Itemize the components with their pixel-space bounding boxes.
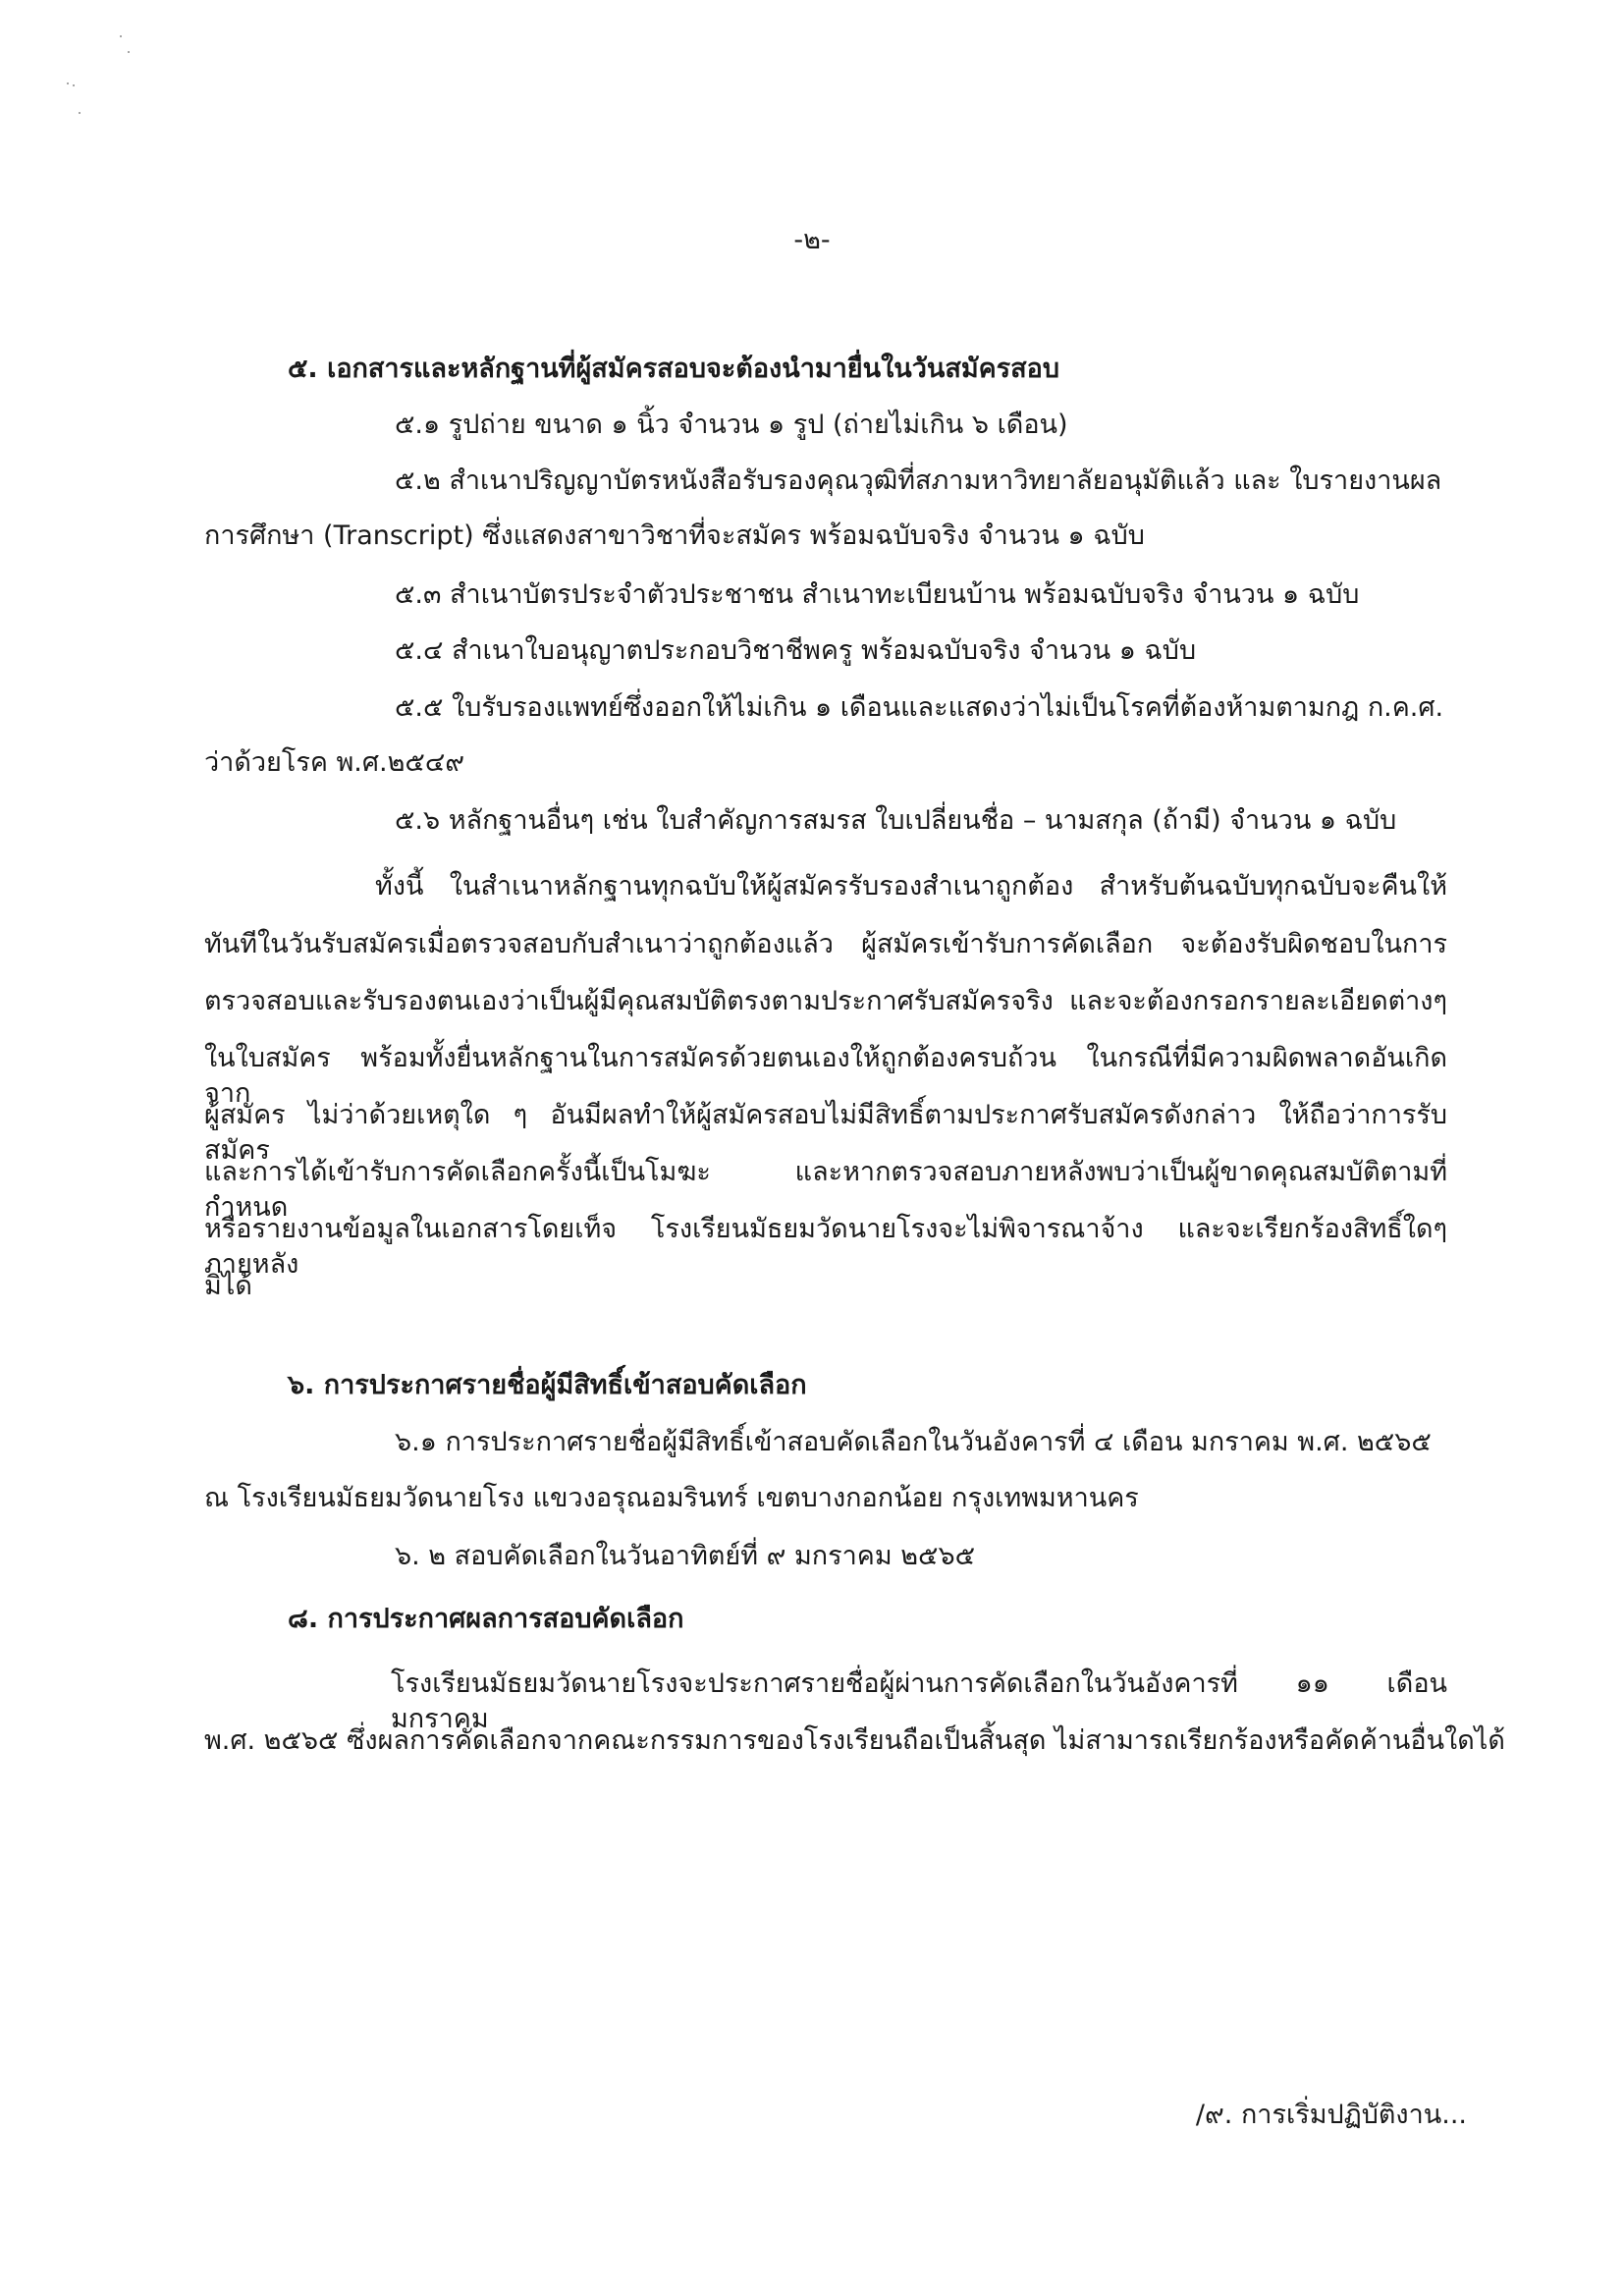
- scan-artifacts: [59, 29, 118, 128]
- paragraph-line: ทั้งนี้ ในสำเนาหลักฐานทุกฉบับให้ผู้สมัครรับรองสำเนาถูกต้อง สำหรับต้นฉบับทุกฉบับจะคืนให้: [375, 871, 1447, 902]
- page-number: -๒-: [793, 225, 831, 255]
- item-5-5: ๕.๕ ใบรับรองแพทย์ซึ่งออกให้ไม่เกิน ๑ เดือนและแสดงว่าไม่เป็นโรคที่ต้องห้ามตามกฎ ก.ค.ศ.: [395, 692, 1444, 723]
- item-6-1-continued: ณ โรงเรียนมัธยมวัดนายโรง แขวงอรุณอมรินทร์ เขตบางกอกน้อย กรุงเทพมหานคร: [204, 1483, 1139, 1513]
- paragraph-line: หรือรายงานข้อมูลในเอกสารโดยเท็จ โรงเรียนมัธยมวัดนายโรงจะไม่พิจารณาจ้าง และจะเรียกร้องสิทธิ์ใดๆ ภายหลัง: [204, 1214, 1447, 1280]
- item-5-5-continued: ว่าด้วยโรค พ.ศ.๒๕๔๙: [204, 747, 465, 778]
- paragraph-line-last: มิได้: [204, 1271, 252, 1301]
- paragraph-line: และการได้เข้ารับการคัดเลือกครั้งนี้เป็นโมฆะ และหากตรวจสอบภายหลังพบว่าเป็นผู้ขาดคุณสมบัติตามที่กำหนด: [204, 1157, 1447, 1223]
- paragraph-line: ผู้สมัคร ไม่ว่าด้วยเหตุใด ๆ อันมีผลทำให้ผู้สมัครสอบไม่มีสิทธิ์ตามประกาศรับสมัครดังกล่าว ให้ถือว่าการรับสมัคร: [204, 1100, 1447, 1166]
- section-6-heading: ๖. การประกาศรายชื่อผู้มีสิทธิ์เข้าสอบคัดเลือก: [288, 1370, 807, 1400]
- item-5-1: ๕.๑ รูปถ่าย ขนาด ๑ นิ้ว จำนวน ๑ รูป (ถ่ายไม่เกิน ๖ เดือน): [395, 410, 1068, 440]
- continuation-footer: /๙. การเริ่มปฏิบัติงาน...: [1195, 2100, 1467, 2130]
- item-5-6: ๕.๖ หลักฐานอื่นๆ เช่น ใบสำคัญการสมรส ใบเปลี่ยนชื่อ – นามสกุล (ถ้ามี) จำนวน ๑ ฉบับ: [395, 805, 1397, 836]
- item-5-3: ๕.๓ สำเนาบัตรประจำตัวประชาชน สำเนาทะเบียนบ้าน พร้อมฉบับจริง จำนวน ๑ ฉบับ: [395, 579, 1360, 610]
- section-8-heading: ๘. การประกาศผลการสอบคัดเลือก: [288, 1604, 684, 1634]
- section-5-heading: ๕. เอกสารและหลักฐานที่ผู้สมัครสอบจะต้องนำมายื่นในวันสมัครสอบ: [288, 354, 1060, 384]
- paragraph-line: ทันทีในวันรับสมัครเมื่อตรวจสอบกับสำเนาว่าถูกต้องแล้ว ผู้สมัครเข้ารับการคัดเลือก จะต้องรับผิดชอบในการ: [204, 929, 1447, 959]
- item-5-4: ๕.๔ สำเนาใบอนุญาตประกอบวิชาชีพครู พร้อมฉบับจริง จำนวน ๑ ฉบับ: [395, 635, 1197, 666]
- paragraph-line: ตรวจสอบและรับรองตนเองว่าเป็นผู้มีคุณสมบัติตรงตามประกาศรับสมัครจริง และจะต้องกรอกรายละเอียดต่างๆ: [204, 986, 1447, 1016]
- item-6-1: ๖.๑ การประกาศรายชื่อผู้มีสิทธิ์เข้าสอบคัดเลือกในวันอังคารที่ ๔ เดือน มกราคม พ.ศ. ๒๕๖๕: [395, 1427, 1432, 1457]
- item-6-2: ๖. ๒ สอบคัดเลือกในวันอาทิตย์ที่ ๙ มกราคม ๒๕๖๕: [395, 1541, 976, 1571]
- paragraph-line-last: พ.ศ. ๒๕๖๕ ซึ่งผลการคัดเลือกจากคณะกรรมการของโรงเรียนถือเป็นสิ้นสุด ไม่สามารถเรียกร้องหรือคัดค้านอื่นใดได้: [204, 1725, 1505, 1756]
- item-5-2-continued: การศึกษา (Transcript) ซึ่งแสดงสาขาวิชาที่จะสมัคร พร้อมฉบับจริง จำนวน ๑ ฉบับ: [204, 520, 1145, 551]
- paragraph-line: ในใบสมัคร พร้อมทั้งยื่นหลักฐานในการสมัครด้วยตนเองให้ถูกต้องครบถ้วน ในกรณีที่มีความผิดพลาดอันเกิดจาก: [204, 1043, 1447, 1109]
- item-5-2: ๕.๒ สำเนาปริญญาบัตรหนังสือรับรองคุณวุฒิที่สภามหาวิทยาลัยอนุมัติแล้ว และ ใบรายงานผล: [395, 465, 1442, 496]
- paragraph-line: โรงเรียนมัธยมวัดนายโรงจะประกาศรายชื่อผู้ผ่านการคัดเลือกในวันอังคารที่ ๑๑ เดือน มกราคม: [391, 1668, 1447, 1734]
